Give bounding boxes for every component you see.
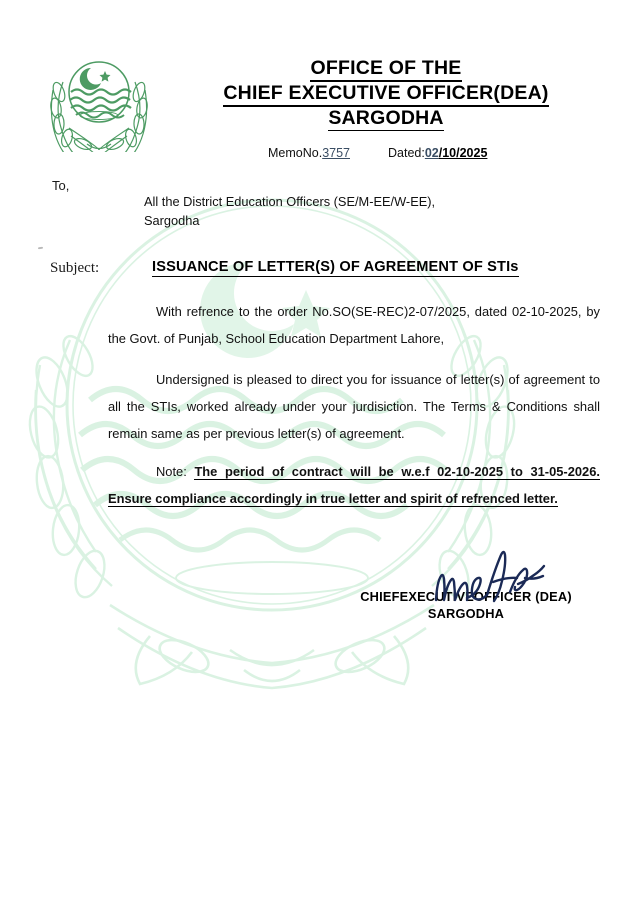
signatory-office: SARGODHA bbox=[427, 606, 505, 621]
header-line-3: SARGODHA bbox=[328, 107, 444, 129]
scan-speck-artifact bbox=[38, 247, 43, 250]
subject-text: ISSUANCE OF LETTER(S) OF AGREEMENT OF STIs bbox=[152, 259, 519, 275]
letterhead-title bbox=[160, 56, 612, 131]
memo-number-value: 3757 bbox=[322, 146, 350, 160]
body-paragraph-2-text: Undersigned is pleased to direct you for issuance of letter(s) of agreement to all the STIs, worked already under your jurdisiction. The Terms & Conditions shall remain same as per previous letter(s) of agreement. bbox=[108, 372, 600, 441]
body-paragraph-1 bbox=[108, 298, 600, 352]
body-paragraph-2 bbox=[108, 366, 600, 447]
addressee-line-1: All the District Education Officers (SE/M-EE/W-EE), bbox=[144, 194, 436, 209]
government-of-punjab-emblem-icon bbox=[45, 52, 153, 152]
memo-date-day: 02 bbox=[424, 146, 439, 160]
signatory-designation: CHIEFEXECUTIVEOFFICER (DEA) bbox=[360, 589, 572, 604]
header-line-2: CHIEF EXECUTIVE OFFICER(DEA) bbox=[160, 81, 612, 106]
addressee-line-2: Sargodha bbox=[144, 213, 200, 228]
to-label: To, bbox=[52, 178, 70, 193]
note-text: The period of contract will be w.e.f 02-10-2025 to 31-05-2026. Ensure compliance accordingly in true letter and spirit of refrenced letter. bbox=[108, 464, 600, 506]
body-paragraph-1-text: With refrence to the order No.SO(SE-REC)2-07/2025, dated 02-10-2025, by the Govt. of Punjab, School Education Department Lahore, bbox=[108, 304, 600, 346]
subject-label: Subject: bbox=[50, 260, 100, 276]
addressee-block bbox=[144, 192, 435, 230]
memo-date-label: Dated: bbox=[388, 146, 425, 160]
memo-date-rest: /10/2025 bbox=[438, 146, 488, 160]
memo-number-label: MemoNo. bbox=[268, 146, 323, 160]
note-paragraph bbox=[108, 458, 600, 512]
memo-date bbox=[388, 146, 487, 160]
note-label: Note: bbox=[156, 464, 187, 479]
header-line-1: OFFICE OF THE bbox=[160, 56, 612, 81]
memo-number bbox=[268, 146, 350, 160]
handwritten-signature bbox=[430, 548, 550, 610]
